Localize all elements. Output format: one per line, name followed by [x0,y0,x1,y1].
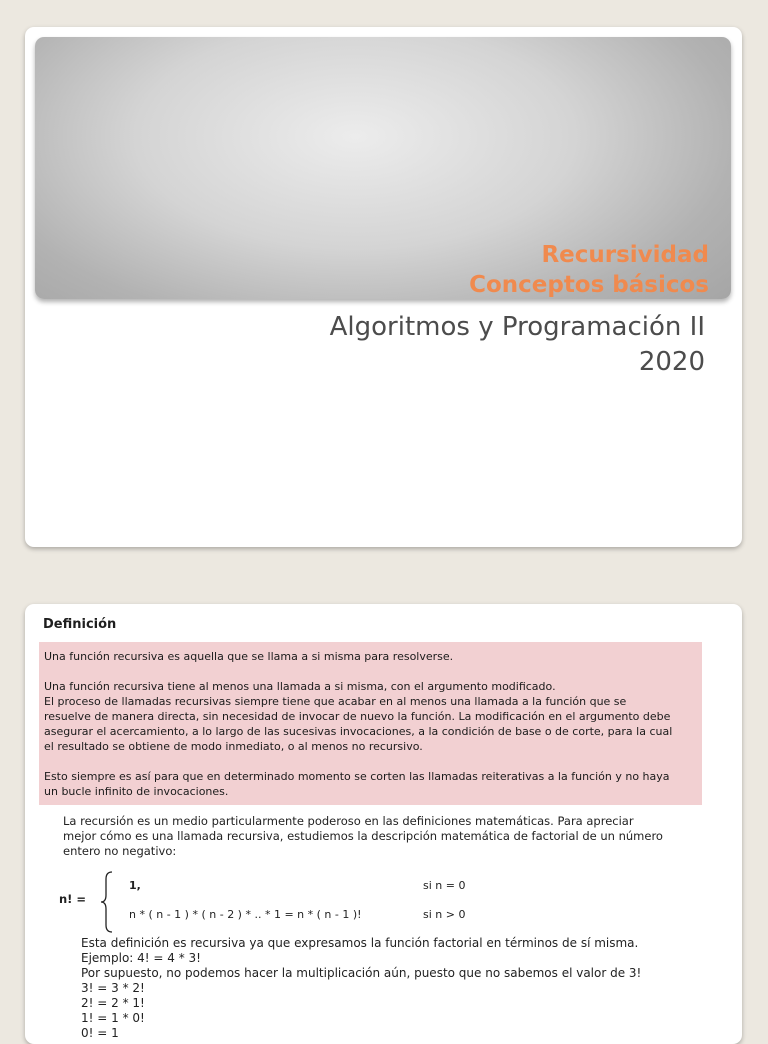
brace-icon [100,871,114,933]
case-1-condition: si n = 0 [423,879,466,892]
definition-box [39,642,702,805]
definition-paragraph-3 [44,769,702,799]
slide-title [469,240,709,300]
intro-line: entero no negativo: [63,844,177,858]
paragraph-line: asegurar el acercamiento, a lo largo de las sucesivas invocaciones, a la condición de base o de corte, para la cual [44,725,673,738]
definition-paragraph-1: Una función recursiva es aquella que se llama a si misma para resolverse. [44,650,454,663]
factorial-step: 3! = 3 * 2! [81,981,145,995]
factorial-step: 0! = 1 [81,1026,119,1040]
definition-paragraph-2 [44,679,702,754]
factorial-step: 2! = 2 * 1! [81,996,145,1010]
slide-subtitle [330,310,705,380]
paragraph-line: el resultado se obtiene de modo inmediato, o al menos no recursivo. [44,740,423,753]
paragraph-line: El proceso de llamadas recursivas siempre tiene que acabar en al menos una llamada a la función que se [44,695,627,708]
paragraph-line: Una función recursiva tiene al menos una llamada a si misma, con el argumento modificado. [44,680,556,693]
paragraph-line: un bucle infinito de invocaciones. [44,785,229,798]
title-line-2: Conceptos básicos [469,272,709,298]
title-slide [25,27,742,547]
explanation-line: Esta definición es recursiva ya que expresamos la función factorial en términos de sí misma. [81,936,639,950]
paragraph-line: resuelve de manera directa, sin necesidad de invocar de nuevo la función. La modificación en el argumento debe [44,710,671,723]
definition-slide [25,604,742,1044]
case-2-value: n * ( n - 1 ) * ( n - 2 ) * .. * 1 = n * ( n - 1 )! [129,908,362,921]
subtitle-line-2: 2020 [638,347,705,377]
formula-lhs: n! = [59,892,87,906]
factorial-step: 1! = 1 * 0! [81,1011,145,1025]
example-line: Ejemplo: 4! = 4 * 3! [81,951,201,965]
case-1-value: 1, [129,879,141,892]
paragraph-line: Esto siempre es así para que en determinado momento se corten las llamadas reiterativas a la función y no haya [44,770,670,783]
title-line-1: Recursividad [541,242,709,268]
case-2-condition: si n > 0 [423,908,466,921]
intro-line: La recursión es un medio particularmente poderoso en las definiciones matemáticas. Para apreciar [63,814,634,828]
intro-line: mejor cómo es una llamada recursiva, estudiemos la descripción matemática de factorial de un número [63,829,663,843]
explanation-line: Por supuesto, no podemos hacer la multiplicación aún, puesto que no sabemos el valor de 3! [81,966,642,980]
subtitle-line-1: Algoritmos y Programación II [329,312,705,342]
definition-heading: Definición [43,617,117,632]
